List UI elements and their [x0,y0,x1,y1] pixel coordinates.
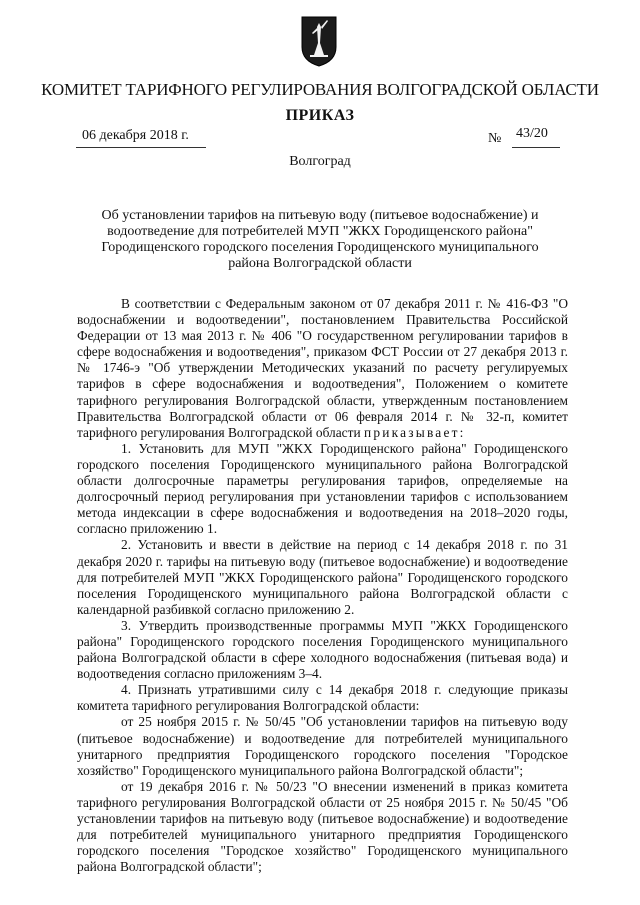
preamble-paragraph [77,296,568,441]
number-sign: № [488,131,502,146]
order-subject: Об установлении тарифов на питьевую воду (питьевое водоснабжение) и водоотведение для потребителей МУП "ЖКХ Городищенского района" Городищенского городского поселения Городищенского муниципального района Волгоградской области [101,208,539,271]
preamble-text: В соответствии с Федеральным законом от 07 декабря 2011 г. № 416-ФЗ "О водоснабжении и водоотведении", постановлением Правительства Российской Федерации от 13 мая 2013 г. № 406 "О государственном регулировании тарифов в сфере водоснабжения и водоотведения", приказом ФСТ России от 27 декабря 2013 г. № 1746-э "Об утверждении Методических указаний по расчету регулируемых тарифов в сфере водоснабжения и водоотведения", Положением о комитете тарифного регулирования Волгоградской области, утвержденным постановлением Правительства Волгоградской области от 06 февраля 2014 г. № 32-п, комитет тарифного регулирования Волгоградской области [77,296,568,440]
volgograd-coat-of-arms-emblem [300,15,338,67]
order-body [77,296,568,875]
item-1: 1. Установить для МУП "ЖКХ Городищенского района" Городищенского городского поселения Городищенского муниципального района Волгоградской области долгосрочные параметры регулирования тарифов, определяемые на долгосрочный период регулирования при установлении тарифов с использованием метода индексации в сфере водоснабжения и водоотведения на 2018–2020 годы, согласно приложению 1. [77,440,568,537]
item-4: 4. Признать утратившими силу с 14 декабря 2018 г. следующие приказы комитета тарифного регулирования Волгоградской области: [77,682,568,714]
city-name: Волгоград [289,154,351,169]
resolution-keyword: приказывает: [364,424,466,440]
order-date: 06 декабря 2018 г. [82,128,189,143]
item-4-subitem-a: от 25 ноября 2015 г. № 50/45 "Об установлении тарифов на питьевую воду (питьевое водоснабжение) и водоотведение для потребителей муниципального унитарного предприятия Городищенского городского поселения "Городское хозяйство" Городищенского муниципального района Волгоградской области"; [77,714,568,778]
item-3: 3. Утвердить производственные программы МУП "ЖКХ Городищенского района" Городищенского городского поселения Городищенского муниципального района Волгоградской области в сфере холодного водоснабжения (питьевая вода) и водоотведения согласно приложениям 3–4. [77,617,568,682]
item-4-subitem-b: от 19 декабря 2016 г. № 50/23 "О внесении изменений в приказ комитета тарифного регулирования Волгоградской области от 25 ноября 2015 г. № 50/45 "Об установлении тарифов на питьевую воду (питьевое водоснабжение) и водоотведение для потребителей муниципального унитарного предприятия Городищенского городского поселения "Городское хозяйство" Городищенского муниципального района Волгоградской области"; [77,778,568,875]
document-type-title: ПРИКАЗ [285,107,355,124]
committee-name: КОМИТЕТ ТАРИФНОГО РЕГУЛИРОВАНИЯ ВОЛГОГРАДСКОЙ ОБЛАСТИ [41,80,599,99]
date-underline [76,147,206,148]
order-number: 43/20 [516,126,548,141]
number-underline [512,147,560,148]
item-2: 2. Установить и ввести в действие на период с 14 декабря 2018 г. по 31 декабря 2020 г. тарифы на питьевую воду (питьевое водоснабжение) и водоотведение для потребителей МУП "ЖКХ Городищенского района" Городищенского городского поселения Городищенского муниципального района Волгоградской области с календарной разбивкой согласно приложению 2. [77,537,568,617]
